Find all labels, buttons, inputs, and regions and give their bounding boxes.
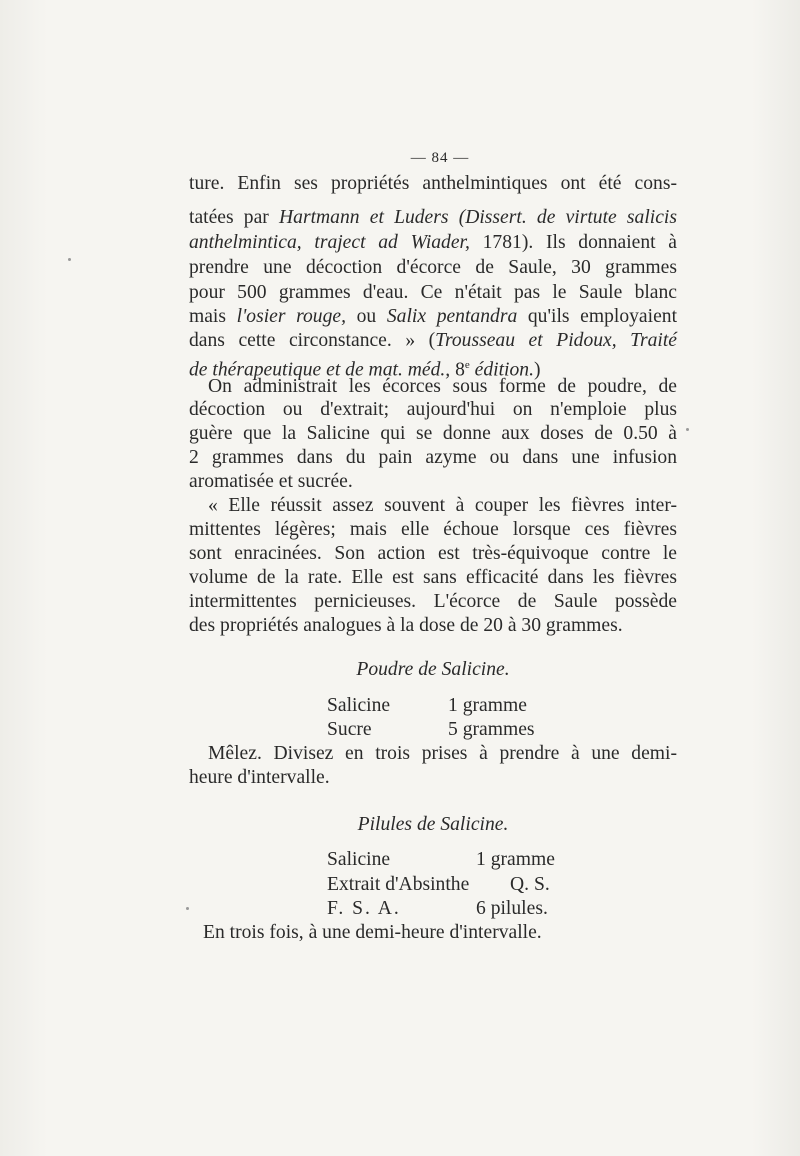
text-line: anthelmintica, traject ad Wiader, 1781). Ils donnaient à bbox=[189, 232, 677, 253]
text-line: de thérapeutique et de mat. méd., 8e édition.) bbox=[189, 359, 541, 381]
ingredient-name: Sucre bbox=[327, 719, 372, 740]
text-line: mais l'osier rouge, ou Salix pentandra qu'ils employaient bbox=[189, 306, 678, 327]
ingredient-quantity: 1 gramme bbox=[476, 849, 555, 870]
text-line: guère que la Salicine qui se donne aux doses de 0.50 à bbox=[189, 423, 677, 444]
text-line: On administrait les écorces sous forme de poudre, de bbox=[208, 376, 677, 397]
recipe-instructions: heure d'intervalle. bbox=[189, 767, 330, 788]
text-line: pour 500 grammes d'eau. Ce n'était pas le Saule blanc bbox=[189, 282, 677, 303]
paper-speck bbox=[686, 428, 689, 431]
recipe-title: Pilules de Salicine. bbox=[357, 814, 509, 835]
ingredient-name: Salicine bbox=[327, 695, 391, 716]
ingredient-name: Extrait d'Absinthe bbox=[327, 874, 470, 895]
text-line: sont enracinées. Son action est très-équivoque contre le bbox=[189, 543, 677, 564]
paper-speck bbox=[186, 907, 189, 910]
text-line: 2 grammes dans du pain azyme ou dans une infusion bbox=[189, 447, 677, 468]
text-line: décoction ou d'extrait; aujourd'hui on n'emploie plus bbox=[189, 399, 677, 420]
text-line: mittentes légères; mais elle échoue lorsque ces fièvres bbox=[189, 519, 677, 540]
text-line: ture. Enfin ses propriétés anthelmintiques ont été cons- bbox=[189, 173, 677, 194]
ingredient-quantity: Q. S. bbox=[510, 874, 550, 895]
paper-speck bbox=[68, 258, 71, 261]
page-number: — 84 — bbox=[410, 150, 470, 166]
ingredient-name: Salicine bbox=[327, 849, 391, 870]
text-line: « Elle réussit assez souvent à couper les fièvres inter- bbox=[208, 495, 677, 516]
recipe-title: Poudre de Salicine. bbox=[356, 659, 510, 680]
text-line: prendre une décoction d'écorce de Saule, 30 grammes bbox=[189, 257, 677, 278]
text-line: volume de la rate. Elle est sans efficacité dans les fièvres bbox=[189, 567, 677, 588]
text-line: tatées par Hartmann et Luders (Dissert. de virtute salicis bbox=[189, 207, 677, 228]
ingredient-quantity: 6 pilules. bbox=[476, 898, 548, 919]
ingredient-name: F. S. A. bbox=[327, 898, 401, 919]
recipe-instructions: En trois fois, à une demi-heure d'intervalle. bbox=[203, 922, 542, 943]
ingredient-quantity: 5 grammes bbox=[448, 719, 535, 740]
ingredient-quantity: 1 gramme bbox=[448, 695, 527, 716]
text-line: aromatisée et sucrée. bbox=[189, 471, 353, 492]
recipe-instructions: Mêlez. Divisez en trois prises à prendre à une demi- bbox=[208, 743, 677, 764]
text-line: intermittentes pernicieuses. L'écorce de Saule possède bbox=[189, 591, 677, 612]
text-line: dans cette circonstance. » (Trousseau et Pidoux, Traité bbox=[189, 330, 677, 351]
text-line: des propriétés analogues à la dose de 20 à 30 grammes. bbox=[189, 615, 623, 636]
